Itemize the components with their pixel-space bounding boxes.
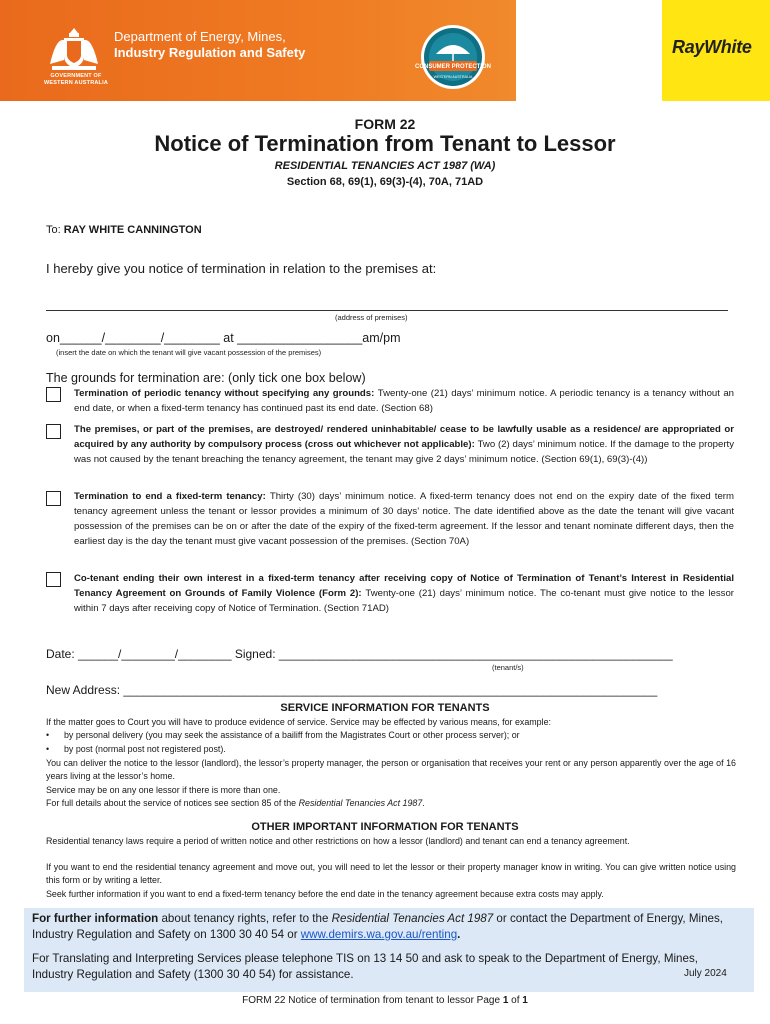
other-paragraph: Seek further information if you want to end a fixed-term tenancy before the end date in the tenancy agreement because extra costs may apply.: [46, 889, 604, 899]
recipient-label: To:: [46, 224, 64, 236]
brand-panel: [662, 0, 770, 101]
department-line1: Department of Energy, Mines,: [114, 29, 286, 44]
notice-statement: I hereby give you notice of termination in relation to the premises at:: [46, 261, 437, 276]
ground-checkbox-co-tenant[interactable]: [46, 572, 61, 587]
other-paragraph: Residential tenancy laws require a period of written notice and other restrictions on how a lessor (landlord) and tenant can end a tenancy agreement.: [46, 836, 630, 846]
footer-label: FORM 22 Notice of termination from tenant to lessor Page: [242, 995, 503, 1006]
ground-text: Thirty (30) days’ minimum notice. A fixed-term tenancy does not end on the expiry date of the fixed term tenancy agreement unless the tenant or lessor provides a minimum of 30 days’ notice. The date identified above as the date the tenant will give vacant possession of the premises can be on or after the date of the expiry of the fixed-term agreement. If the lessor and tenant nominate different days, then the earliest day is the day the tenant must give vacant possession of the premises. (Section 70A): [74, 491, 734, 547]
consumer-protection-logo: [414, 24, 492, 90]
renting-link[interactable]: www.demirs.wa.gov.au/renting: [300, 928, 458, 941]
ground-option-fixed-term: [74, 489, 734, 549]
page-footer: [0, 995, 770, 1006]
ground-option-periodic: [74, 386, 734, 416]
service-paragraph: [46, 797, 736, 810]
act-name: Residential Tenancies Act 1987: [298, 798, 423, 808]
ground-title: The premises, or part of the premises, are destroyed/ rendered uninhabitable/ cease to be lawfully usable as a residence/ are appropriated or acquired by any authority by compulsory process (cross out whichever not applicable):: [74, 424, 734, 450]
other-paragraph: If you want to end the residential tenancy agreement and move out, you will need to let the lessor or their property manager know in writing. You can give written notice using this form or by writing a letter.: [46, 862, 736, 885]
ground-option-destroyed: [74, 422, 734, 467]
ground-checkbox-periodic[interactable]: [46, 387, 61, 402]
info-text: about tenancy rights, refer to the: [158, 912, 332, 925]
service-bullet: • by personal delivery (you may seek the assistance of a bailiff from the Magistrates Court or other process server); or: [46, 730, 520, 740]
ground-title: Termination to end a fixed-term tenancy:: [74, 491, 270, 502]
service-bullet-text: by personal delivery (you may seek the assistance of a bailiff from the Magistrates Court or other process server); or: [64, 730, 520, 740]
government-banner: [0, 0, 516, 101]
act-reference: RESIDENTIAL TENANCIES ACT 1987 (WA): [274, 160, 496, 172]
info-lead: For further information: [32, 912, 159, 925]
page-header: [0, 0, 770, 101]
info-text: or contact the Department of Energy, Mines, Industry Regulation and Safety on 1300 30 40 54 or: [32, 912, 724, 941]
header-white-band: [516, 0, 662, 101]
ground-text: Twenty-one (21) days’ minimum notice. The co-tenant must give notice to the lessor within 7 days after receiving copy of Notice of Termination. (Section 71AD): [74, 588, 734, 614]
service-text: .: [422, 798, 425, 808]
ground-checkbox-destroyed[interactable]: [46, 424, 61, 439]
ground-option-co-tenant: [74, 571, 734, 616]
address-caption: (address of premises): [335, 313, 408, 322]
service-bullet: • by post (normal post not registered post).: [46, 744, 226, 754]
service-text: For full details about the service of notices see section 85 of the: [46, 798, 299, 808]
date-signed-field[interactable]: Date: ______/________/________ Signed: ___________________________________________________________: [46, 647, 673, 661]
translating-services-text: For Translating and Interpreting Services please telephone TIS on 13 14 50 and ask to speak to the Department of Energy, Mines, Industry Regulation and Safety (1300 30 40 54) for assistance.: [32, 952, 698, 981]
government-label: GOVERNMENT OF WESTERN AUSTRALIA: [44, 73, 108, 86]
service-paragraph: Service may be on any one lessor if there is more than one.: [46, 785, 281, 795]
info-text: .: [457, 928, 461, 941]
department-name: [114, 29, 305, 60]
badge-subtext: WESTERN AUSTRALIA: [433, 75, 473, 79]
ground-checkbox-fixed-term[interactable]: [46, 491, 61, 506]
service-paragraph: You can deliver the notice to the lessor (landlord), the lessor’s property manager, the person or organisation that receives your rent or any person apparently over the age of 16 years living at the lessor’s home.: [46, 758, 736, 781]
premises-address-field[interactable]: [46, 298, 728, 311]
act-name: Residential Tenancies Act 1987: [331, 912, 494, 925]
ground-text: Two (2) days’ minimum notice. If the damage to the property was not caused by the tenant breaching the tenancy agreement, the tenant may give 2 days’ minimum notice. (Section 69(1), 69(3)-(4)): [74, 439, 735, 465]
page-total: 1: [522, 995, 528, 1006]
recipient-name: RAY WHITE CANNINGTON: [63, 224, 202, 236]
vacate-date-field[interactable]: on______/________/________ at __________________am/pm: [46, 331, 401, 345]
department-line2: Industry Regulation and Safety: [114, 44, 306, 60]
ground-title: Termination of periodic tenancy without specifying any grounds:: [74, 388, 378, 399]
new-address-field[interactable]: New Address: ________________________________________________________________________________: [46, 683, 658, 697]
date-caption: (insert the date on which the tenant will give vacant possession of the premises): [56, 348, 322, 357]
badge-text: CONSUMER PROTECTION: [414, 64, 492, 70]
section-reference: Section 68, 69(1), 69(3)-(4), 70A, 71AD: [286, 176, 484, 188]
form-number: FORM 22: [354, 116, 416, 132]
other-info-heading: OTHER IMPORTANT INFORMATION FOR TENANTS: [251, 821, 519, 833]
service-info-heading: SERVICE INFORMATION FOR TENANTS: [280, 702, 490, 714]
service-bullet-text: by post (normal post not registered post).: [64, 744, 226, 754]
page-number: 1: [502, 995, 509, 1006]
ground-text: Twenty-one (21) days’ minimum notice. A periodic tenancy is a tenancy without an end date, or when a fixed-term tenancy has continued past its end date. (Section 68): [74, 388, 735, 414]
recipient-line: [46, 224, 202, 236]
service-intro: If the matter goes to Court you will have to produce evidence of service. Service may be effected by various means, for example:: [46, 717, 551, 727]
grounds-heading: The grounds for termination are: (only tick one box below): [46, 371, 366, 385]
raywhite-logo: RayWhite: [672, 37, 752, 57]
form-title: Notice of Termination from Tenant to Lessor: [154, 131, 616, 156]
coat-of-arms-icon: [46, 24, 102, 74]
tenants-caption: (tenant/s): [492, 663, 524, 672]
further-information-text: [32, 911, 732, 943]
form-version-date: July 2024: [684, 968, 727, 979]
footer-of: of: [508, 995, 523, 1006]
ground-title: Co-tenant ending their own interest in a fixed-term tenancy after receiving copy of Notice of Termination of Tenant’s Interest in Residential Tenancy Agreement on Grounds of Family Violence (Form 2):: [74, 573, 734, 599]
